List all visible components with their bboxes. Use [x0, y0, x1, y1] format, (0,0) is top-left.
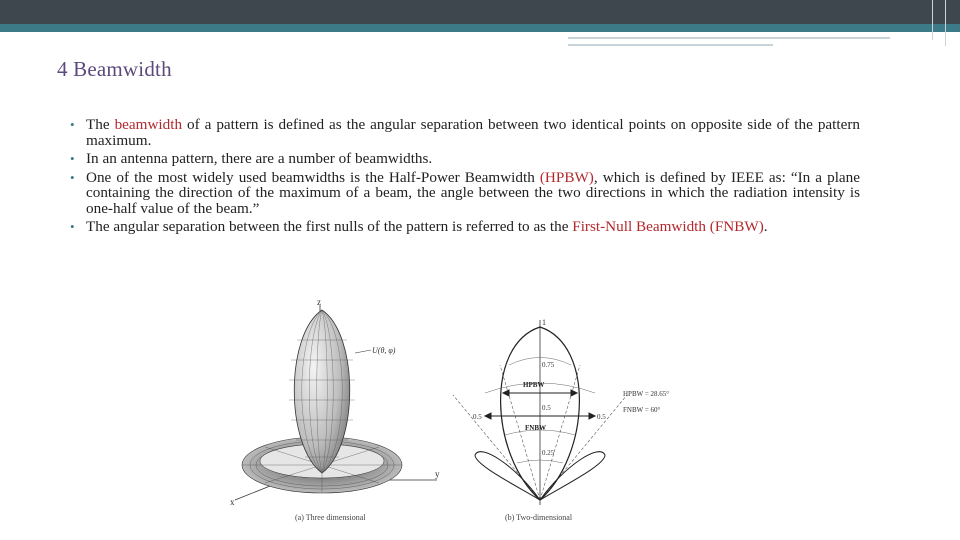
level-025-label: 0.25 [542, 449, 555, 457]
figure-2d-pattern [445, 315, 715, 527]
x-axis-label: x [230, 497, 235, 507]
bullet-item: • One of the most widely used beamwidths is the Half-Power Beamwidth (HPBW), which is defined by IEEE as: “In a plane containing the direction of the maximum of a beam, the angle between the two directions in which the radiation intensity is one-half value of the beam.” [70, 170, 860, 217]
fnbw-value: FNBW = 60° [623, 406, 661, 414]
figure-3d-pattern [225, 295, 440, 527]
decorative-line [568, 44, 773, 46]
top-accent-bar [0, 24, 960, 32]
highlight-term: beamwidth [114, 116, 183, 133]
side-lobe-right [540, 452, 605, 500]
function-label: U(θ, φ) [372, 346, 396, 355]
level-05-label: 0.5 [542, 404, 551, 412]
bullet-item: • The beamwidth of a pattern is defined as the angular separation between two identical points on opposite side of the pattern maximum. [70, 117, 860, 148]
level-075-label: 0.75 [542, 361, 555, 369]
slide-title: 4 Beamwidth [57, 57, 172, 81]
side-label-left: 0.5 [473, 413, 482, 421]
figure-3d-caption: (a) Three dimensional [295, 513, 366, 522]
highlight-term: (HPBW) [539, 168, 594, 186]
figure-2d-caption: (b) Two-dimensional [505, 513, 573, 522]
side-lobe-left [475, 452, 540, 500]
side-label-right: 0.5 [597, 413, 606, 421]
bullet-item: • In an antenna pattern, there are a number of beamwidths. [70, 151, 860, 167]
bullet-list [70, 117, 860, 238]
decorative-line [932, 0, 933, 40]
y-axis-label: y [435, 469, 440, 479]
fnbw-label: FNBW [525, 424, 546, 432]
hpbw-value: HPBW = 28.65° [623, 390, 670, 398]
max-label: 1 [542, 318, 546, 327]
hpbw-label: HPBW [523, 381, 545, 389]
decorative-line [568, 37, 890, 39]
z-axis-label: z [317, 297, 321, 307]
decorative-line [945, 0, 946, 46]
highlight-term: First-Null Beamwidth (FNBW) [572, 218, 764, 235]
top-bar [0, 0, 960, 24]
bullet-item: • The angular separation between the first nulls of the pattern is referred to as the First-Null Beamwidth (FNBW). [70, 219, 860, 235]
